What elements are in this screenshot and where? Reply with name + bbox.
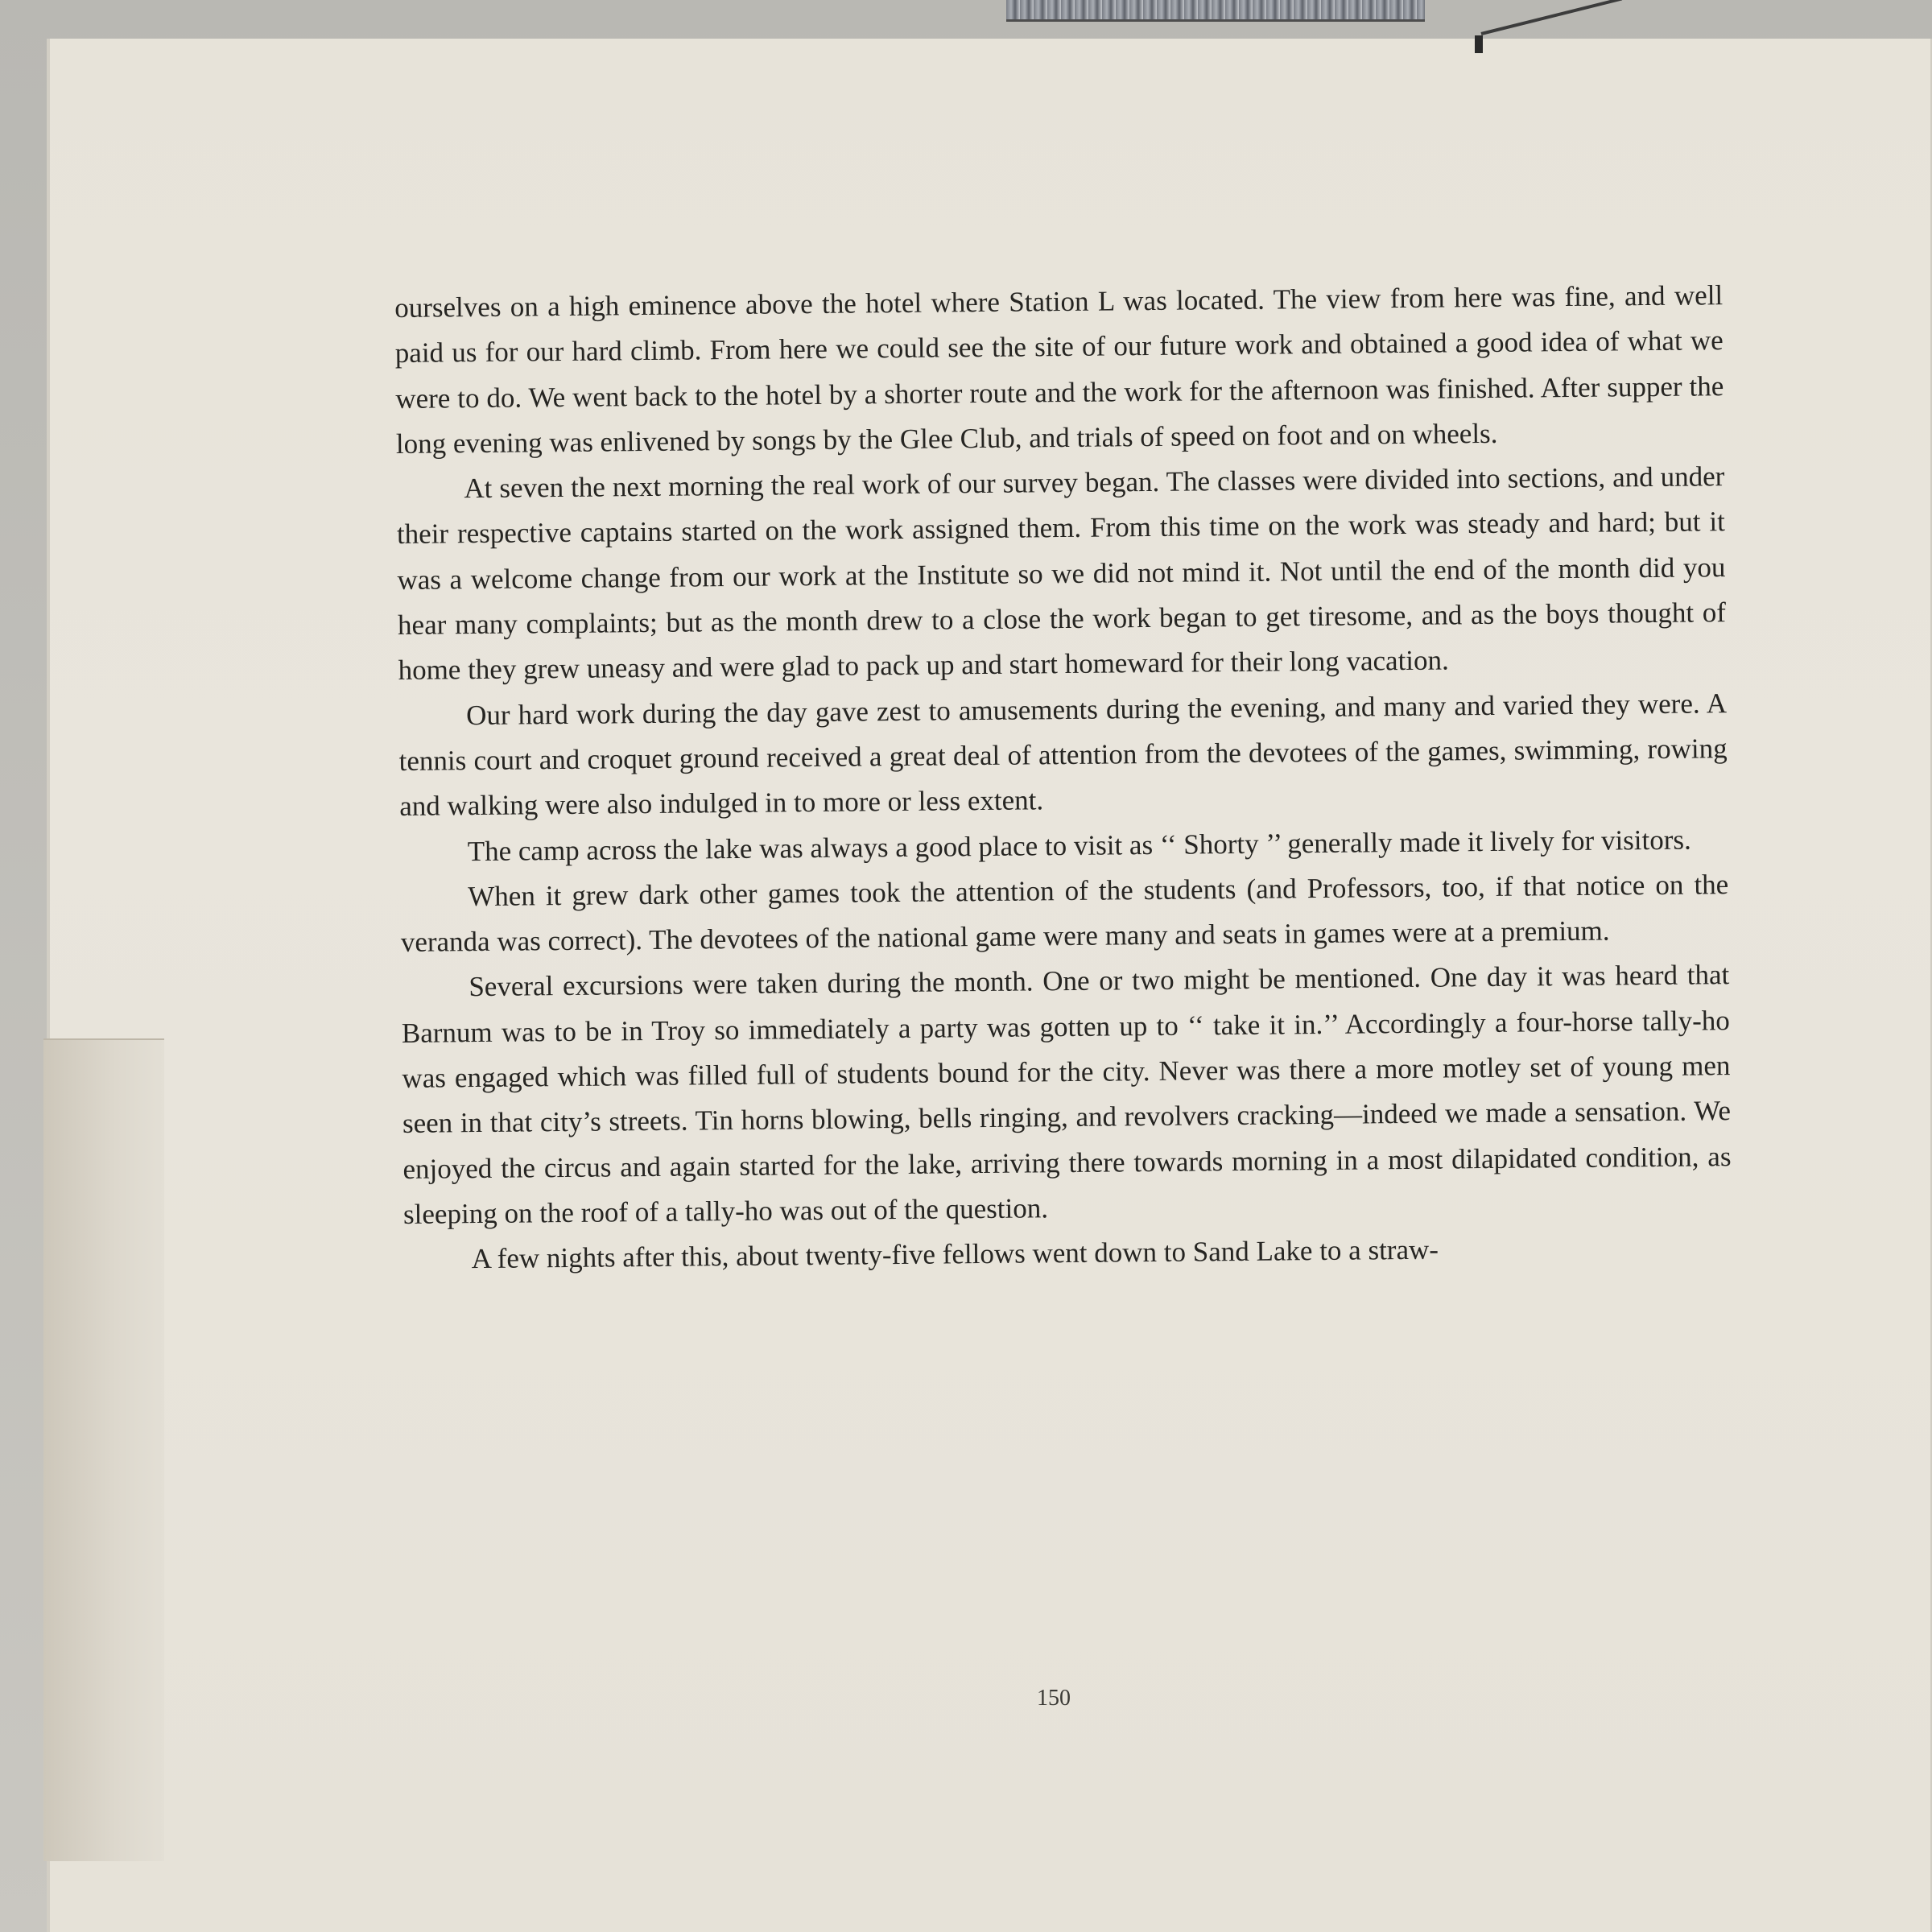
paragraph: The camp across the lake was always a good place to visit as ‘‘ Shorty ’’ generally made it lively for visitors. <box>467 824 1691 867</box>
paragraph: A few nights after this, about twenty-five fellows went down to Sand Lake to a straw- <box>471 1233 1439 1275</box>
paragraph: ourselves on a high eminence above the hotel where Station L was located. The view from here was fine, and well paid us for our hard climb. From here we could see the site of our future work and obtained a good idea of what we were to do. We went back to the hotel by a shorter route and the work for the afternoon was finished. After supper the long evening was enlivened by songs by the Glee Club, and trials of speed on foot and on wheels. <box>394 279 1724 460</box>
paragraph: When it grew dark other games took the attention of the students (and Professors, too, if that notice on the veranda was correct). The devotees of the national game were many and seats in games were at a premium. <box>400 868 1729 959</box>
tear-mark <box>1475 35 1483 53</box>
cover-strip <box>1006 0 1425 22</box>
paragraph: Our hard work during the day gave zest to amusements during the evening, and many and varied they were. A tennis court and croquet ground received a great deal of attention from the devotees of the games, swimming, rowing and walking were also indulged in to more or less extent. <box>398 687 1728 823</box>
paragraph: Several excursions were taken during the month. One or two might be mentioned. One day it was heard that Barnum was to be in Troy so immediately a party was gotten up to ‘‘ take it in.’’ Accordingly a four-horse tally-ho was engaged which was filled full of students bound for the city. Never was there a more motley set of young men seen in that city’s streets. Tin horns blowing, bells ringing, and revolvers cracking—indeed we made a sensation. We enjoyed the circus and again started for the lake, arriving there towards morning in a most dilapidated condition, as sleeping on the roof of a tally-ho was out of the question. <box>401 959 1732 1230</box>
page-text <box>394 273 1732 1282</box>
folded-tab <box>43 1038 164 1861</box>
paragraph: At seven the next morning the real work of our survey began. The classes were divided into sections, and under their respective captains started on the work assigned them. From this time on the work was steady and hard; but it was a welcome change from our work at the Institute so we did not mind it. Not until the end of the month did you hear many complaints; but as the month drew to a close the work began to get tiresome, and as the boys thought of home they grew uneasy and were glad to pack up and start homeward for their long vacation. <box>396 460 1727 687</box>
page-number: 150 <box>1037 1686 1071 1711</box>
